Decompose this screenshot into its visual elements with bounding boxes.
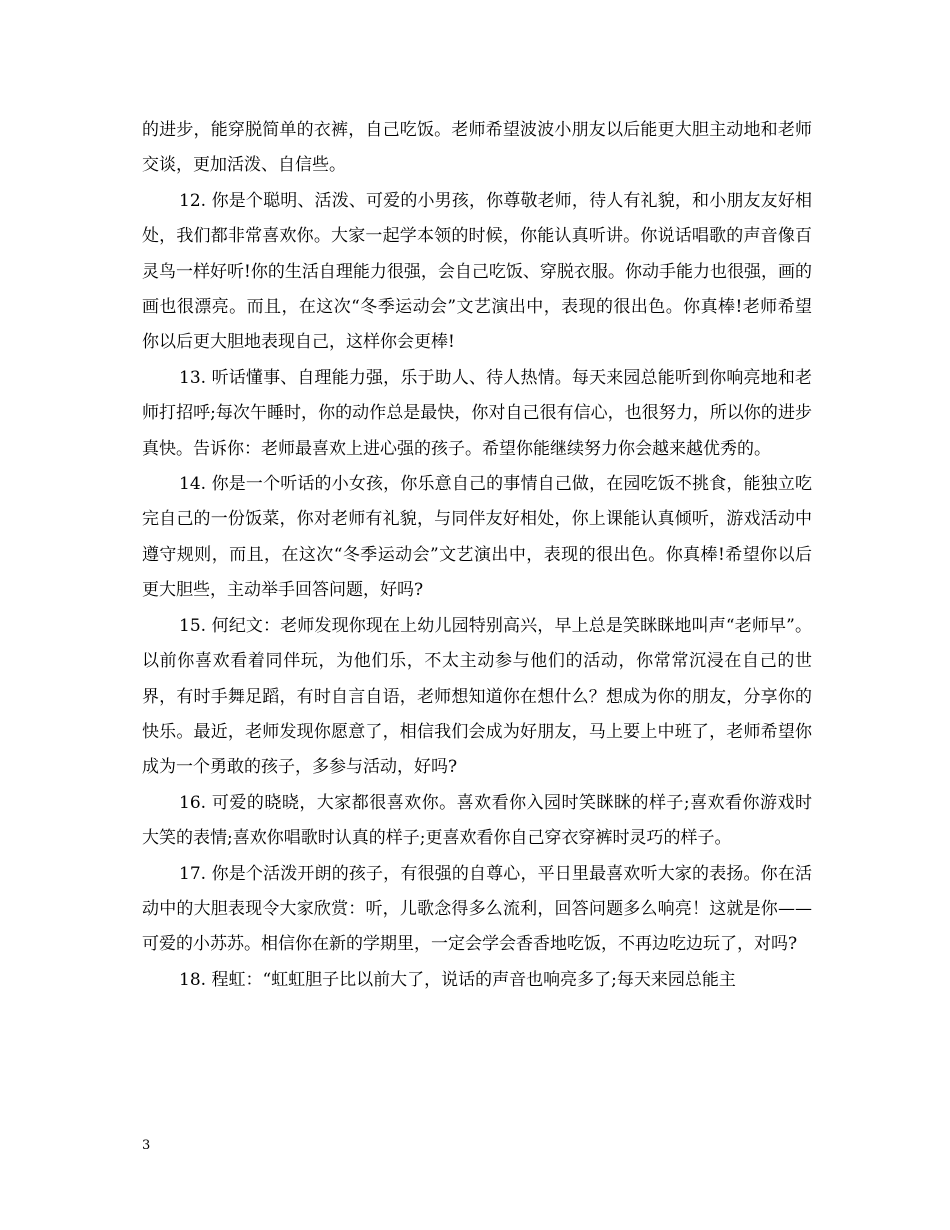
document-body <box>142 113 812 998</box>
paragraph-item-15: 15. 何纪文：老师发现你现在上幼儿园特别高兴，早上总是笑眯眯地叫声“老师早”。以前你喜欢看着同伴玩，为他们乐，不太主动参与他们的活动，你常常沉浸在自己的世界，有时手舞足蹈，有时自言自语，老师想知道你在想什么？想成为你的朋友，分享你的快乐。最近，老师发现你愿意了，相信我们会成为好朋友，马上要上中班了，老师希望你成为一个勇敢的孩子，多参与活动，好吗? <box>142 615 812 778</box>
paragraph-item-18: 18. 程虹：“虹虹胆子比以前大了，说话的声音也响亮多了;每天来园总能主 <box>179 969 736 990</box>
paragraph-item-13: 13. 听话懂事、自理能力强，乐于助人、待人热情。每天来园总能听到你响亮地和老师打招呼;每次午睡时，你的动作总是最快，你对自己很有信心，也很努力，所以你的进步真快。告诉你：老师最喜欢上进心强的孩子。希望你能继续努力你会越来越优秀的。 <box>142 367 812 459</box>
paragraph-item-12: 12. 你是个聪明、活泼、可爱的小男孩，你尊敬老师，待人有礼貌，和小朋友友好相处，我们都非常喜欢你。大家一起学本领的时候，你能认真听讲。你说话唱歌的声音像百灵鸟一样好听!你的生活自理能力很强，会自己吃饭、穿脱衣服。你动手能力也很强，画的画也很漂亮。而且，在这次“冬季运动会”文艺演出中，表现的很出色。你真棒!老师希望你以后更大胆地表现自己，这样你会更棒! <box>142 190 812 353</box>
page-number: 3 <box>142 1138 151 1153</box>
paragraph-continuation: 的进步，能穿脱简单的衣裤，自己吃饭。老师希望波波小朋友以后能更大胆主动地和老师交谈，更加活泼、自信些。 <box>142 120 812 176</box>
paragraph-item-17: 17. 你是个活泼开朗的孩子，有很强的自尊心，平日里最喜欢听大家的表扬。你在活动中的大胆表现令大家欣赏：听，儿歌念得多么流利，回答问题多么响亮！这就是你——可爱的小苏苏。相信你在新的学期里，一定会学会香香地吃饭，不再边吃边玩了，对吗? <box>142 863 812 955</box>
paragraph-item-14: 14. 你是一个听话的小女孩，你乐意自己的事情自己做，在园吃饭不挑食，能独立吃完自己的一份饭菜，你对老师有礼貌，与同伴友好相处，你上课能认真倾听，游戏活动中遵守规则，而且，在这次“冬季运动会”文艺演出中，表现的很出色。你真棒!希望你以后更大胆些，主动举手回答问题，好吗? <box>142 474 812 601</box>
paragraph-item-16: 16. 可爱的晓晓，大家都很喜欢你。喜欢看你入园时笑眯眯的样子;喜欢看你游戏时大笑的表情;喜欢你唱歌时认真的样子;更喜欢看你自己穿衣穿裤时灵巧的样子。 <box>142 792 812 849</box>
